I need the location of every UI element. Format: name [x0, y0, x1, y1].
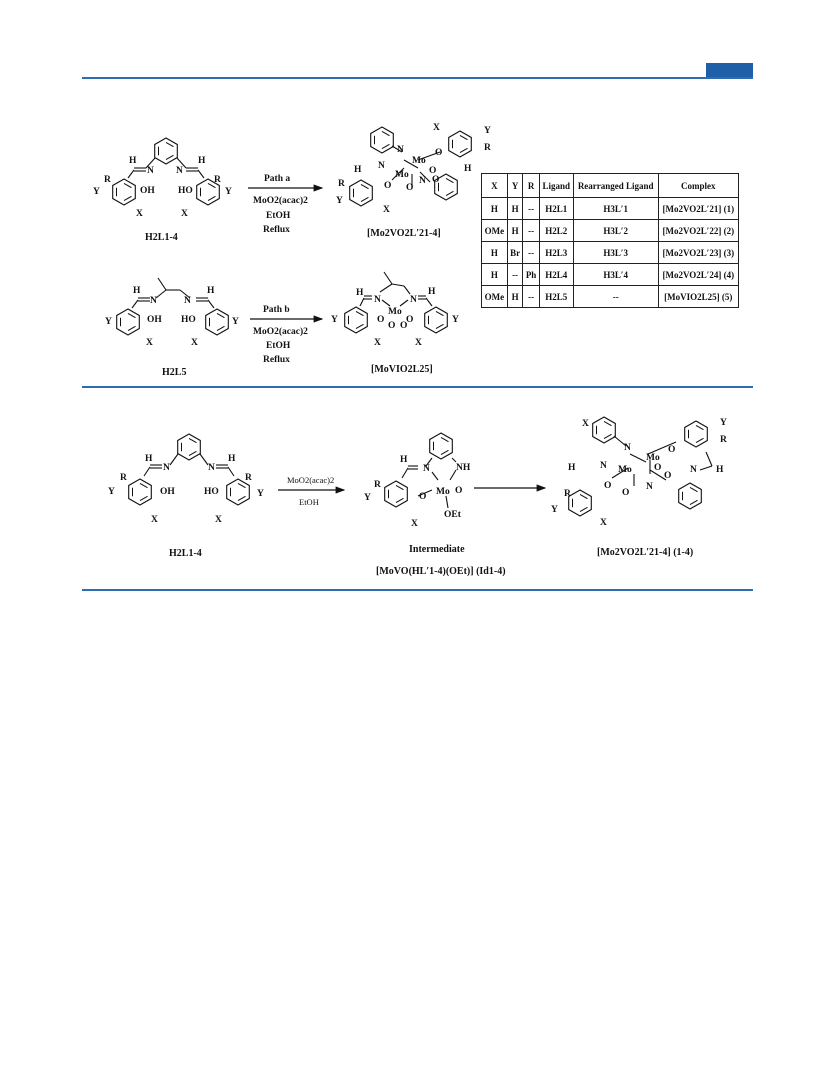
- atom-label: Mo: [436, 487, 450, 497]
- table-cell: H2L5: [539, 286, 573, 308]
- table-header: Ligand: [539, 174, 573, 198]
- table-cell: OMe: [482, 220, 508, 242]
- atom-label: H: [228, 454, 236, 464]
- atom-label: H: [428, 287, 436, 297]
- atom-label: X: [146, 338, 153, 348]
- atom-label: OH: [160, 487, 175, 497]
- table-cell: H: [507, 220, 523, 242]
- atom-label: Mo: [646, 453, 660, 463]
- table-cell: H2L4: [539, 264, 573, 286]
- path-b-condition: Reflux: [263, 355, 290, 365]
- table-header-row: [482, 174, 739, 198]
- product-mo-vi-structure: [345, 272, 448, 333]
- atom-label: R: [338, 179, 345, 189]
- atom-label: O: [377, 315, 385, 325]
- table-cell: H3L′2: [573, 220, 658, 242]
- path-a-reagent: MoO2(acac)2: [253, 196, 308, 206]
- atom-label: H: [568, 463, 576, 473]
- atom-label: X: [411, 519, 418, 529]
- atom-label: N: [410, 295, 417, 305]
- bottom-ligand-structure: [129, 434, 250, 505]
- atom-label: O: [668, 445, 676, 455]
- table-row: [482, 220, 739, 242]
- atom-label: R: [720, 435, 727, 445]
- product-label-a: [Mo2VO2L′21-4]: [367, 228, 441, 239]
- bottom-reagent: MoO2(acac)2: [287, 475, 335, 485]
- atom-label: R: [120, 473, 127, 483]
- atom-label: H: [133, 286, 141, 296]
- atom-label: O: [406, 315, 414, 325]
- atom-label: X: [151, 515, 158, 525]
- table-cell: [Mo2VO2L′23] (3): [658, 242, 738, 264]
- atom-label: Y: [105, 317, 112, 327]
- atom-label: X: [433, 123, 440, 133]
- table-cell: Ph: [523, 264, 539, 286]
- atom-label: R: [484, 143, 491, 153]
- atom-label: HO: [204, 487, 219, 497]
- reactant-label-b: H2L5: [162, 367, 187, 378]
- atom-label: O: [664, 471, 672, 481]
- table-row: [482, 198, 739, 220]
- table-cell: --: [523, 198, 539, 220]
- table-cell: --: [523, 286, 539, 308]
- table-cell: H: [482, 242, 508, 264]
- table-header: R: [523, 174, 539, 198]
- atom-label: R: [214, 175, 221, 185]
- atom-label: Y: [364, 493, 371, 503]
- atom-label: Y: [93, 187, 100, 197]
- product-dimer-structure: [350, 127, 472, 206]
- table-header: Complex: [658, 174, 738, 198]
- intermediate-formula: [MoVO(HL′1-4)(OEt)] (Id1-4): [376, 566, 506, 577]
- atom-label: Mo: [618, 465, 632, 475]
- atom-label: H: [207, 286, 215, 296]
- atom-label: Y: [720, 418, 727, 428]
- atom-label: O: [400, 321, 408, 331]
- atom-label: O: [604, 481, 612, 491]
- table-cell: [Mo2VO2L′24] (4): [658, 264, 738, 286]
- atom-label: Mo: [395, 170, 409, 180]
- atom-label: O: [435, 148, 443, 158]
- atom-label: X: [374, 338, 381, 348]
- atom-label: N: [378, 161, 385, 171]
- atom-label: O: [384, 181, 392, 191]
- table-cell: H3L′3: [573, 242, 658, 264]
- path-b-label: Path b: [263, 305, 290, 315]
- reactant-label-a: H2L1-4: [145, 232, 178, 243]
- atom-label: N: [624, 443, 631, 453]
- atom-label: Mo: [388, 307, 402, 317]
- atom-label: Y: [225, 187, 232, 197]
- atom-label: O: [388, 321, 396, 331]
- table-cell: Br: [507, 242, 523, 264]
- atom-label: X: [415, 338, 422, 348]
- table-cell: H: [507, 286, 523, 308]
- atom-label: O: [432, 175, 440, 185]
- atom-label: Mo: [412, 156, 426, 166]
- table-header: Y: [507, 174, 523, 198]
- path-b-solvent: EtOH: [266, 341, 291, 351]
- table-header: Rearranged Ligand: [573, 174, 658, 198]
- table-cell: --: [573, 286, 658, 308]
- atom-label: Y: [484, 126, 491, 136]
- table-cell: [Mo2VO2L′22] (2): [658, 220, 738, 242]
- atom-label: OH: [147, 315, 162, 325]
- atom-label: OEt: [444, 510, 461, 520]
- intermediate-label: Intermediate: [409, 544, 465, 555]
- table-cell: --: [523, 220, 539, 242]
- atom-label: O: [654, 463, 662, 473]
- atom-label: N: [184, 296, 191, 306]
- path-a-condition: Reflux: [263, 225, 290, 235]
- atom-label: Y: [336, 196, 343, 206]
- table-cell: [MoVIO2L25] (5): [658, 286, 738, 308]
- table-cell: H2L2: [539, 220, 573, 242]
- atom-label: N: [176, 166, 183, 176]
- atom-label: O: [419, 492, 427, 502]
- atom-label: O: [406, 183, 414, 193]
- path-a-solvent: EtOH: [266, 211, 291, 221]
- atom-label: Y: [232, 317, 239, 327]
- atom-label: H: [354, 165, 362, 175]
- atom-label: N: [397, 145, 404, 155]
- table-header: X: [482, 174, 508, 198]
- table-cell: H3L′4: [573, 264, 658, 286]
- atom-label: X: [136, 209, 143, 219]
- atom-label: O: [429, 166, 437, 176]
- atom-label: X: [383, 205, 390, 215]
- atom-label: Y: [331, 315, 338, 325]
- atom-label: N: [147, 166, 154, 176]
- atom-label: X: [582, 419, 589, 429]
- atom-label: N: [150, 296, 157, 306]
- table-cell: [Mo2VO2L′21] (1): [658, 198, 738, 220]
- atom-label: H: [464, 164, 472, 174]
- atom-label: N: [419, 176, 426, 186]
- atom-label: X: [215, 515, 222, 525]
- ligand-h2l1-4-structure: [113, 138, 220, 205]
- bottom-product-label: [Mo2VO2L′21-4] (1-4): [597, 547, 694, 558]
- atom-label: Y: [257, 489, 264, 499]
- atom-label: X: [181, 209, 188, 219]
- atom-label: H: [356, 288, 364, 298]
- atom-label: N: [163, 463, 170, 473]
- atom-label: X: [191, 338, 198, 348]
- atom-label: H: [198, 156, 206, 166]
- table-row: [482, 242, 739, 264]
- table-cell: H3L′1: [573, 198, 658, 220]
- atom-label: NH: [456, 463, 471, 473]
- atom-label: R: [245, 473, 252, 483]
- table-cell: --: [523, 242, 539, 264]
- atom-label: R: [104, 175, 111, 185]
- table-row: [482, 286, 739, 308]
- atom-label: H: [716, 465, 724, 475]
- path-a-label: Path a: [264, 174, 291, 184]
- atom-label: Y: [452, 315, 459, 325]
- atom-label: X: [600, 518, 607, 528]
- atom-label: OH: [140, 186, 155, 196]
- atom-label: O: [622, 488, 630, 498]
- atom-label: N: [208, 463, 215, 473]
- atom-label: N: [690, 465, 697, 475]
- atom-label: H: [129, 156, 137, 166]
- atom-label: N: [600, 461, 607, 471]
- atom-label: N: [374, 295, 381, 305]
- bottom-solvent: EtOH: [299, 497, 319, 507]
- path-b-reagent: MoO2(acac)2: [253, 327, 308, 337]
- table-cell: --: [507, 264, 523, 286]
- atom-label: HO: [178, 186, 193, 196]
- atom-label: O: [455, 486, 463, 496]
- table-cell: H: [482, 264, 508, 286]
- atom-label: H: [400, 455, 408, 465]
- atom-label: HO: [181, 315, 196, 325]
- atom-label: H: [145, 454, 153, 464]
- table-cell: H: [507, 198, 523, 220]
- table-cell: H: [482, 198, 508, 220]
- product-label-b: [MoVIO2L25]: [371, 364, 433, 375]
- table-cell: H2L3: [539, 242, 573, 264]
- atom-label: R: [564, 489, 571, 499]
- table-cell: H2L1: [539, 198, 573, 220]
- table-row: [482, 264, 739, 286]
- ligand-table: [481, 173, 739, 308]
- atom-label: Y: [551, 505, 558, 515]
- atom-label: Y: [108, 487, 115, 497]
- atom-label: R: [374, 480, 381, 490]
- bottom-reactant-label: H2L1-4: [169, 548, 202, 559]
- atom-label: N: [646, 482, 653, 492]
- atom-label: N: [423, 464, 430, 474]
- table-cell: OMe: [482, 286, 508, 308]
